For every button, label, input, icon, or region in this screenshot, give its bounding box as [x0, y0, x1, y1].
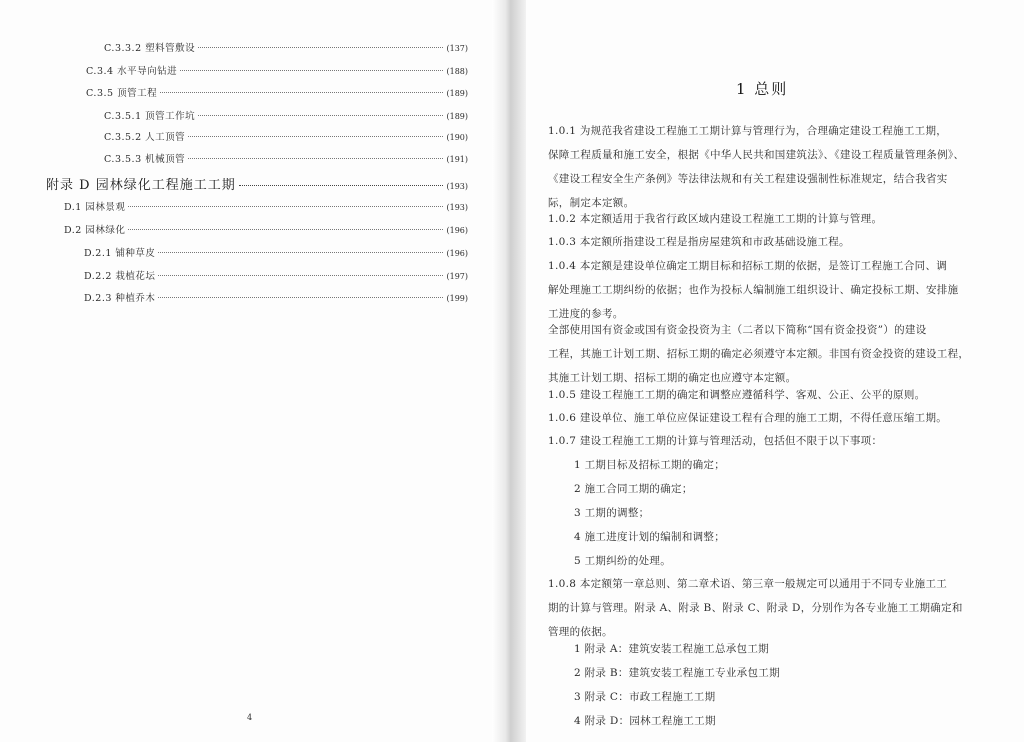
toc-entry: D.1 园林景观 (193) — [64, 202, 468, 213]
chapter-title: 1 总则 — [736, 80, 789, 98]
toc-entry: D.2.1 铺种草皮 (196) — [84, 248, 468, 259]
list-item: 2 附录 B：建筑安装工程施工专业承包工期 — [574, 667, 780, 679]
clause-1-0-3: 1.0.3 本定额所指建设工程是指房屋建筑和市政基础设施工程。 — [548, 236, 850, 248]
clause-1-0-6: 1.0.6 建设单位、施工单位应保证建设工程有合理的施工工期，不得任意压缩工期。 — [548, 412, 948, 424]
page-number: 4 — [247, 713, 253, 722]
list-item: 2 施工合同工期的确定； — [574, 483, 693, 495]
toc-entry: C.3.5.2 人工顶管 (190) — [104, 132, 468, 143]
clause-1-0-4-note: 全部使用国有资金或国有资金投资为主（二者以下简称“国有资金投资”）的建设 工程，其施工计划工期、招标工期的确定必须遵守本定额。非国有资金投资的建设工程， 其施工计划工期、招标工期的确定也应遵守本定额。 — [548, 324, 970, 384]
toc-page — [0, 0, 500, 742]
clause-1-0-7: 1.0.7 建设工程施工工期的计算与管理活动，包括但不限于以下事项： — [548, 435, 883, 447]
list-item: 3 附录 C：市政工程施工工期 — [574, 691, 716, 703]
toc-entry: C.3.3.2 塑料管敷设 (137) — [104, 43, 468, 54]
toc-entry-appendix: 附录 D 园林绿化工程施工工期 (193) — [46, 178, 468, 193]
toc-entry: C.3.4 水平导向钻进 (188) — [86, 66, 468, 77]
toc-entry: D.2 园林绿化 (196) — [64, 225, 468, 236]
toc-entry: C.3.5 顶管工程 (189) — [86, 88, 468, 99]
clause-1-0-8: 1.0.8 本定额第一章总则、第二章术语、第三章一般规定可以通用于不同专业施工工 期的计算与管理。附录 A、附录 B、附录 C、附录 D，分别作为各专业施工工期确定和 管理的依据。 — [548, 578, 963, 638]
list-item: 4 附录 D：园林工程施工工期 — [574, 715, 716, 727]
toc-entry: C.3.5.1 顶管工作坑 (189) — [104, 111, 468, 122]
clause-1-0-1: 1.0.1 为规范我省建设工程施工工期计算与管理行为，合理确定建设工程施工工期， 保障工程质量和施工安全，根据《中华人民共和国建筑法》、《建设工程质量管理条例》、 《建设工程安全生产条例》等法律法规和有关工程建设强制性标准规定，结合我省实 际，制定本定额。 — [548, 125, 965, 209]
chapter-page — [526, 0, 1024, 742]
list-item: 5 工期纠纷的处理。 — [574, 555, 672, 567]
toc-entry: D.2.2 栽植花坛 (197) — [84, 271, 468, 282]
clause-1-0-5: 1.0.5 建设工程施工工期的确定和调整应遵循科学、客观、公正、公平的原则。 — [548, 389, 926, 401]
list-item: 1 附录 A：建筑安装工程施工总承包工期 — [574, 643, 769, 655]
clause-1-0-2: 1.0.2 本定额适用于我省行政区域内建设工程施工工期的计算与管理。 — [548, 213, 883, 225]
list-item: 3 工期的调整； — [574, 507, 650, 519]
clause-1-0-4: 1.0.4 本定额是建设单位确定工期目标和招标工期的依据，是签订工程施工合同、调 解处理施工工期纠纷的依据；也作为投标人编制施工组织设计、确定投标工期、安排施 工进度的参考。 — [548, 260, 959, 320]
toc-entry: D.2.3 种植乔木 (199) — [84, 293, 468, 304]
list-item: 4 施工进度计划的编制和调整； — [574, 531, 726, 543]
list-item: 1 工期目标及招标工期的确定； — [574, 459, 726, 471]
toc-entry: C.3.5.3 机械顶管 (191) — [104, 154, 468, 165]
